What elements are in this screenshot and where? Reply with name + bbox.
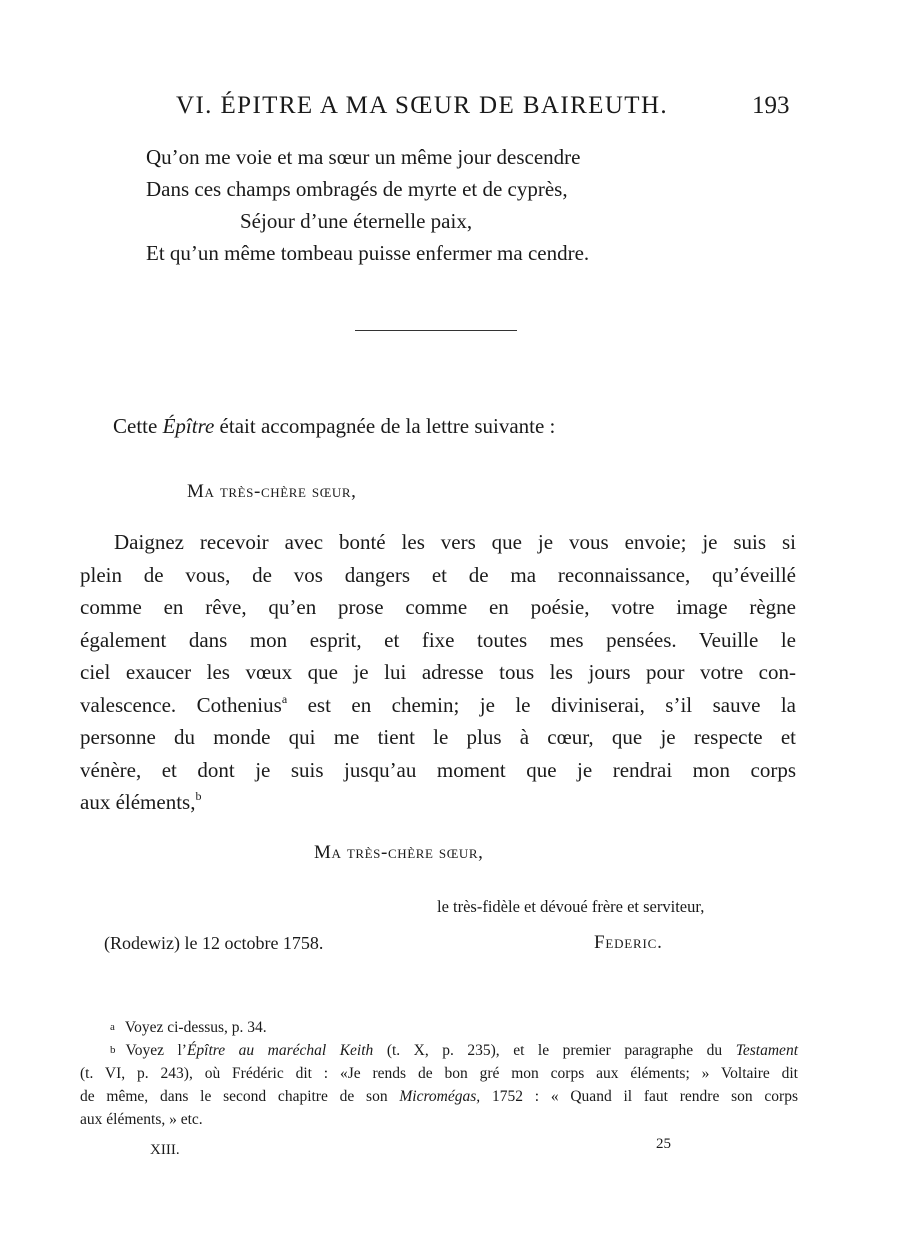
sheet-signature-mark: 25 xyxy=(656,1136,671,1152)
footnote-title: Micromégas, xyxy=(399,1088,481,1105)
footnote-text: Voyez l’ xyxy=(125,1042,187,1059)
footnote-title: Testament xyxy=(735,1042,798,1059)
footnote-marker: a xyxy=(110,1021,115,1033)
footnote-text: Voyez ci-dessus, p. 34. xyxy=(124,1019,267,1036)
letter-text: valescence. Cothenius xyxy=(80,692,282,717)
verse-line: Et qu’un même tombeau puisse enfermer ma cendre. xyxy=(146,241,590,265)
intro-text: Cette xyxy=(113,414,163,438)
letter-signature: Federic. xyxy=(594,932,663,953)
letter-line: vénère, et dont je suis jusqu’au moment que je rendrai mon corps xyxy=(80,757,796,782)
section-divider xyxy=(355,330,517,331)
letter-body xyxy=(80,526,796,819)
footnote-title: Épître au maréchal Keith xyxy=(186,1042,374,1059)
place-date: (Rodewiz) le 12 octobre 1758. xyxy=(104,933,324,953)
letter-line: ciel exaucer les vœux que je lui adresse tous les jours pour votre con- xyxy=(80,660,796,684)
letter-line: plein de vous, de vos dangers et de ma reconnaissance, qu’éveillé xyxy=(80,562,796,587)
intro-sentence xyxy=(113,414,555,439)
verse-line: Qu’on me voie et ma sœur un même jour descendre xyxy=(146,145,581,169)
letter-text: est en chemin; je le diviniserai, s’il sauve la xyxy=(287,692,796,717)
footnote-ref-b: b xyxy=(195,789,202,803)
footnote-marker: b xyxy=(110,1044,116,1056)
letter-line: personne du monde qui me tient le plus à cœur, que je respecte et xyxy=(80,725,796,749)
letter-salutation-repeat: Ma très-chère sœur, xyxy=(314,842,484,863)
page-number: 193 xyxy=(752,92,790,119)
intro-title: Épître xyxy=(162,414,215,438)
running-header-title: VI. ÉPITRE A MA SŒUR DE BAIREUTH. xyxy=(176,92,669,119)
footnote-text: 1752 : « Quand il faut rendre son corps xyxy=(480,1088,799,1105)
letter-salutation: Ma très-chère sœur, xyxy=(187,481,357,502)
footnote-ref-a: a xyxy=(281,691,288,706)
footnote-b xyxy=(80,1039,798,1062)
letter-line: comme en rêve, qu’en prose comme en poésie, votre image règne xyxy=(80,595,796,619)
letter-closing: le très-fidèle et dévoué frère et serviteur, xyxy=(437,897,705,916)
footnote-line xyxy=(80,1085,798,1108)
letter-line xyxy=(80,786,796,819)
letter-line xyxy=(80,689,796,722)
footnote-line: aux éléments, » etc. xyxy=(80,1111,203,1128)
footnote-text: (t. X, p. 235), et le premier paragraphe du xyxy=(373,1042,736,1059)
letter-text: aux éléments, xyxy=(80,790,196,814)
footnote-a xyxy=(80,1016,798,1039)
volume-signature-mark: XIII. xyxy=(150,1142,180,1158)
footnotes xyxy=(80,1016,798,1131)
intro-text: était accompagnée de la lettre suivante : xyxy=(214,414,556,438)
letter-line: Daignez recevoir avec bonté les vers que je vous envoie; je suis si xyxy=(114,530,796,554)
verse-line: Séjour d’une éternelle paix, xyxy=(240,209,473,233)
footnote-line: (t. VI, p. 243), où Frédéric dit : «Je rends de bon gré mon corps aux éléments; » Voltaire dit xyxy=(80,1065,798,1082)
footnote-text: de même, dans le second chapitre de son xyxy=(80,1088,400,1105)
letter-line: également dans mon esprit, et fixe toutes mes pensées. Veuille le xyxy=(80,627,796,652)
verse-line: Dans ces champs ombragés de myrte et de cyprès, xyxy=(146,177,568,201)
